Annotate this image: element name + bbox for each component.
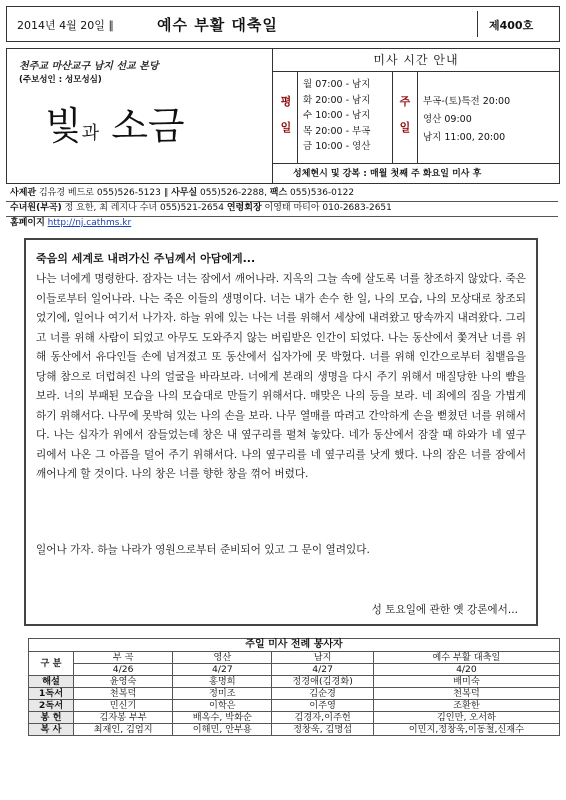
roster-role: 2독서 xyxy=(29,700,74,712)
weekday-mass-item: 수 10:00 - 남지 xyxy=(303,110,371,121)
info-rule xyxy=(6,216,558,217)
roster-place: 남지 xyxy=(272,652,373,664)
roster-cell: 윤영숙 xyxy=(74,676,173,688)
weekday-mass-list xyxy=(303,77,370,155)
roster-place-row xyxy=(29,652,560,664)
contact-line-homepage xyxy=(10,216,392,231)
roster-caption: 주일 미사 전례 봉사자 xyxy=(29,639,560,652)
header-bar xyxy=(6,6,560,42)
roster-row-header: 구 분 xyxy=(29,652,74,676)
mass-divider-1 xyxy=(297,71,298,163)
roster-cell: 조환한 xyxy=(373,700,559,712)
roster-cell: 홍명희 xyxy=(173,676,272,688)
roster-cell: 천복덕 xyxy=(373,688,559,700)
roster-cell: 이학은 xyxy=(173,700,272,712)
header-divider xyxy=(477,11,478,37)
roster-cell: 김자봉 부부 xyxy=(74,712,173,724)
feast-title: 예수 부활 대축일 xyxy=(157,16,278,34)
masthead xyxy=(6,48,560,184)
convent-label: 수녀원(부곡) xyxy=(10,203,62,213)
homepage-label: 홈페이지 xyxy=(10,218,45,228)
logo-salt: 소금 xyxy=(111,104,185,148)
mass-divider-2 xyxy=(392,71,393,163)
logo-and: 과 xyxy=(81,123,100,144)
funeral-value: 이영태 마티아 010-2683-2651 xyxy=(261,203,392,213)
office-value: 055)526-2288, xyxy=(197,188,270,198)
meditation-box xyxy=(24,238,538,626)
roster-date: 4/27 xyxy=(173,664,272,676)
info-rule xyxy=(6,201,558,202)
bulletin-logo xyxy=(45,95,185,150)
mass-note-divider xyxy=(273,163,559,164)
roster-cell: 이주영 xyxy=(272,700,373,712)
contact-info xyxy=(10,186,392,231)
roster-row xyxy=(29,676,560,688)
mass-divider-3 xyxy=(417,71,418,163)
patron-saint: (주보성인 : 성모성심) xyxy=(19,75,102,85)
roster-cell: 정미조 xyxy=(173,688,272,700)
weekday-mass-item: 금 10:00 - 영산 xyxy=(303,141,371,152)
roster-role: 복 사 xyxy=(29,724,74,736)
roster-row xyxy=(29,724,560,736)
roster-cell: 정경애(김경화) xyxy=(272,676,373,688)
convent-value: 정 요한, 최 레지나 수녀 055)521-2654 xyxy=(61,203,227,213)
roster-place: 부 곡 xyxy=(74,652,173,664)
roster-cell: 천복덕 xyxy=(74,688,173,700)
sunday-mass-item: 부곡-(토)특전 20:00 xyxy=(423,96,511,107)
contact-line-convent xyxy=(10,201,392,216)
roster-cell: 정창욱, 김명섭 xyxy=(272,724,373,736)
roster-date: 4/27 xyxy=(272,664,373,676)
roster-row xyxy=(29,712,560,724)
roster-role: 1독서 xyxy=(29,688,74,700)
roster-cell: 최재인, 김엄지 xyxy=(74,724,173,736)
homepage-link[interactable]: http://nj.cathms.kr xyxy=(47,218,132,228)
issue-date: 2014년 4월 20일 ∥ xyxy=(17,19,114,32)
weekday-mass-item: 월 07:00 - 남지 xyxy=(303,79,371,90)
roster-role: 봉 헌 xyxy=(29,712,74,724)
roster-cell: 이민지,정창욱,이동철,신재수 xyxy=(373,724,559,736)
roster-cell: 민신기 xyxy=(74,700,173,712)
roster-caption-row xyxy=(29,639,560,652)
roster-date: 4/20 xyxy=(373,664,559,676)
fax-value: 055)536-0122 xyxy=(287,188,355,198)
logo-light: 빛 xyxy=(45,104,82,148)
sunday-mass-item: 영산 09:00 xyxy=(423,114,472,125)
roster-cell: 김인만, 오서하 xyxy=(373,712,559,724)
meditation-source: 성 토요일에 관한 옛 강론에서... xyxy=(371,604,518,616)
roster-place: 영산 xyxy=(173,652,272,664)
sunday-mass-item: 남지 11:00, 20:00 xyxy=(423,132,506,143)
meditation-body: 나는 너에게 명령한다. 잠자는 너는 잠에서 깨어나라. 지옥의 그늘 속에 살도록 너를 창조하지 않았다. 죽은 이들로부터 일어나라. 나는 죽은 이들의 생명이다. 너는 내가 손수 한 일, 나의 모습, 나의 모상대로 창조되었기에, 일어나 여기서 나가자. 하늘 위에 있는 나는 너를 위해서 세상에 내려왔고 땅속까지 내려왔다. 그리고 너를 위해 사람이 되었고 아무도 도와주지 않는 버림받은 인간이 되었다. 나는 동산에서 쫓겨난 너를 위해 동산에서 유다인들 손에 넘겨졌고 또 동산에서 십자가에 못 박혔다. 너를 위해 인간으로부터 침뱉음을 당해 참으로 더럽혀진 나의 얼굴을 바라보라. 너에게 본래의 생명을 다시 주기 위해서 매질당한 나의 뺨을 보라. 너의 부패된 모습을 나의 모습대로 만들기 위해서다. 매맞은 나의 등을 보라. 네 죄에의 짐을 가볍게 하기 위해서다. 나무에 못박혀 있는 나의 손을 보라. 나무 열매를 따려고 간악하게 손을 뻗쳤던 너를 위해서다. 나는 십자가 위에서 잠들었는데 창은 내 옆구리를 펼쳐 놓았다. 네가 동산에서 잠잘 때 하와가 네 옆구리에서 나온 그 아픔을 덜어 주기 위해서다. 나의 옆구리를 네 옆구리를 낫게 했다. 나의 잠은 너를 잠에서 깨어나게 할 것이다. 나의 창은 너를 향한 창을 꺾어 버렸다. xyxy=(36,273,526,480)
contact-line-rectory xyxy=(10,186,392,201)
roster-cell: 김경자,이주헌 xyxy=(272,712,373,724)
funeral-label: 연령회장 xyxy=(226,203,262,213)
adoration-note: 성체현시 및 강복 : 매월 첫째 주 화요일 미사 후 xyxy=(293,169,482,179)
roster-cell: 김순경 xyxy=(272,688,373,700)
sunday-label xyxy=(398,89,412,141)
roster-cell: 이해민, 안부용 xyxy=(173,724,272,736)
office-label: 사무실 xyxy=(171,188,198,198)
sunday-label-1: 주 xyxy=(399,95,411,108)
roster-date: 4/26 xyxy=(74,664,173,676)
issue-number: 제400호 xyxy=(489,19,534,32)
rectory-label: 사제관 xyxy=(10,188,37,198)
roster-cell: 배옥수, 박화순 xyxy=(173,712,272,724)
sunday-label-2: 일 xyxy=(399,121,411,134)
weekday-mass-item: 화 20:00 - 남지 xyxy=(303,94,371,106)
weekday-label-2: 일 xyxy=(280,121,292,134)
roster-place: 예수 부활 대축일 xyxy=(373,652,559,664)
weekday-label-1: 평 xyxy=(280,95,292,108)
roster-cell: 배미숙 xyxy=(373,676,559,688)
fax-label: 팩스 xyxy=(269,188,288,198)
church-name: 천주교 마산교구 남지 선교 본당 xyxy=(19,61,159,72)
roster-date-row xyxy=(29,664,560,676)
weekday-mass-item: 목 20:00 - 부곡 xyxy=(303,125,371,137)
roster-row xyxy=(29,688,560,700)
roster-row xyxy=(29,700,560,712)
mass-times-title: 미사 시간 안내 xyxy=(273,49,559,72)
rectory-value: 김유경 베드로 055)526-5123 ∥ xyxy=(36,188,172,198)
meditation-closing: 일어나 가자. 하늘 나라가 영원으로부터 준비되어 있고 그 문이 열려있다. xyxy=(36,544,370,556)
meditation-title: 죽음의 세계로 내려가신 주님께서 아담에게... xyxy=(36,252,256,265)
liturgy-roster xyxy=(28,638,560,736)
roster-role: 해설 xyxy=(29,676,74,688)
weekday-label xyxy=(279,89,293,141)
sunday-mass-list xyxy=(423,93,510,147)
